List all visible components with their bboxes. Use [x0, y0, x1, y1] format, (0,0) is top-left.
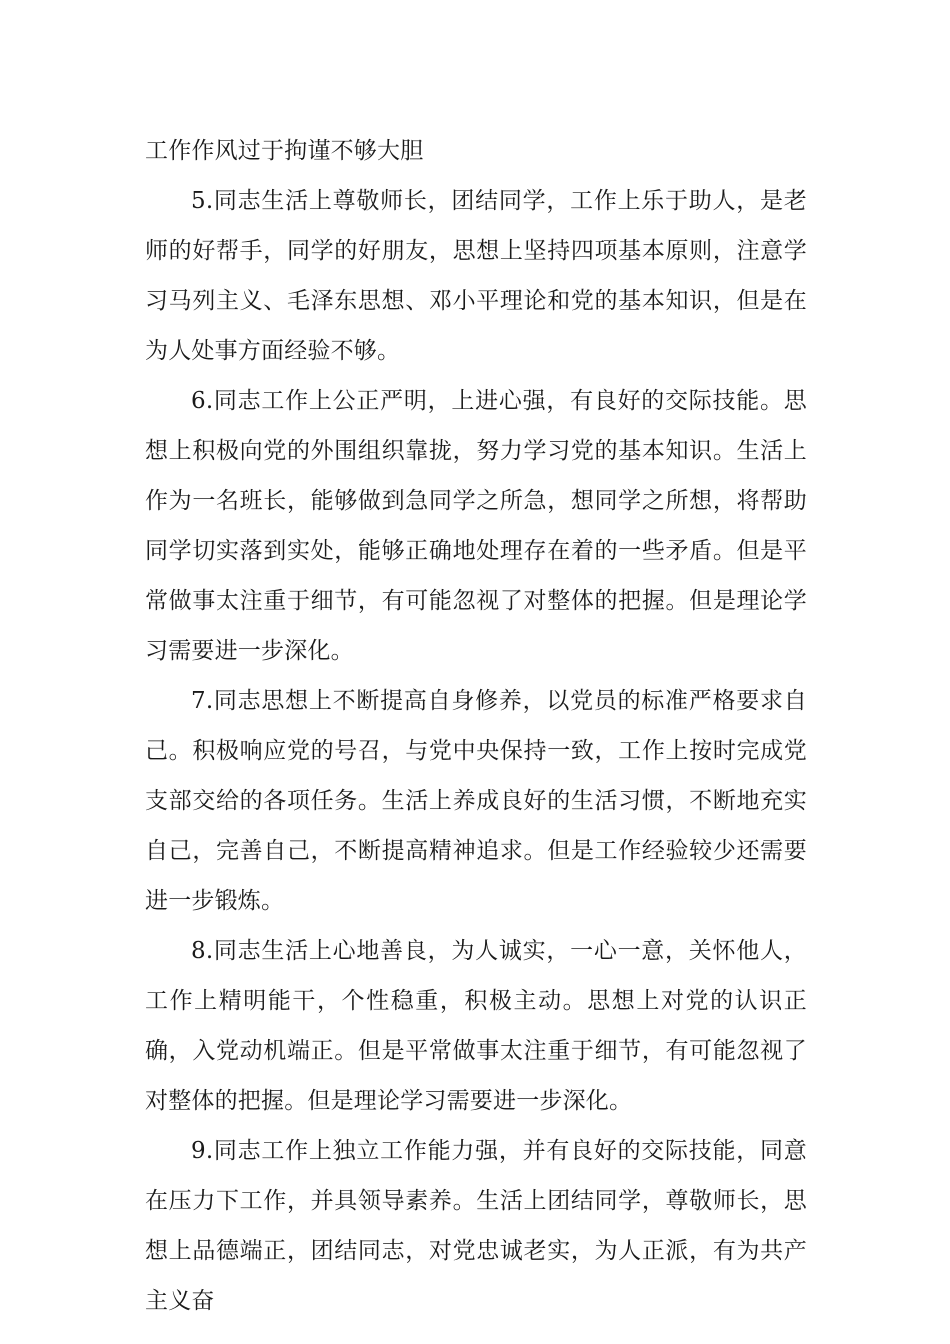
paragraph-item-7: 7.同志思想上不断提高自身修养，以党员的标准严格要求自己。积极响应党的号召，与党中央保持一致，工作上按时完成党支部交给的各项任务。生活上养成良好的生活习惯，不断地充实自己，完善自己，不断提高精神追求。但是工作经验较少还需要进一步锻炼。 [145, 688, 807, 914]
paragraph-item-5: 5.同志生活上尊敬师长，团结同学，工作上乐于助人，是老师的好帮手，同学的好朋友，思想上坚持四项基本原则，注意学习马列主义、毛泽东思想、邓小平理论和党的基本知识，但是在为人处事方面经验不够。 [145, 188, 807, 364]
document-body [145, 126, 807, 1326]
paragraph-item-8: 8.同志生活上心地善良，为人诚实，一心一意，关怀他人，工作上精明能干，个性稳重，积极主动。思想上对党的认识正确，入党动机端正。但是平常做事太注重于细节，有可能忽视了对整体的把握。但是理论学习需要进一步深化。 [145, 938, 807, 1114]
paragraph-item-6: 6.同志工作上公正严明，上进心强，有良好的交际技能。思想上积极向党的外围组织靠拢，努力学习党的基本知识。生活上作为一名班长，能够做到急同学之所急，想同学之所想，将帮助同学切实落到实处，能够正确地处理存在着的一些矛盾。但是平常做事太注重于细节，有可能忽视了对整体的把握。但是理论学习需要进一步深化。 [145, 388, 807, 664]
paragraph-continuation: 工作作风过于拘谨不够大胆 [145, 138, 424, 164]
paragraph-item-9: 9.同志工作上独立工作能力强，并有良好的交际技能，同意在压力下工作，并具领导素养。生活上团结同学，尊敬师长，思想上品德端正，团结同志，对党忠诚老实，为人正派，有为共产主义奋 [145, 1138, 807, 1314]
